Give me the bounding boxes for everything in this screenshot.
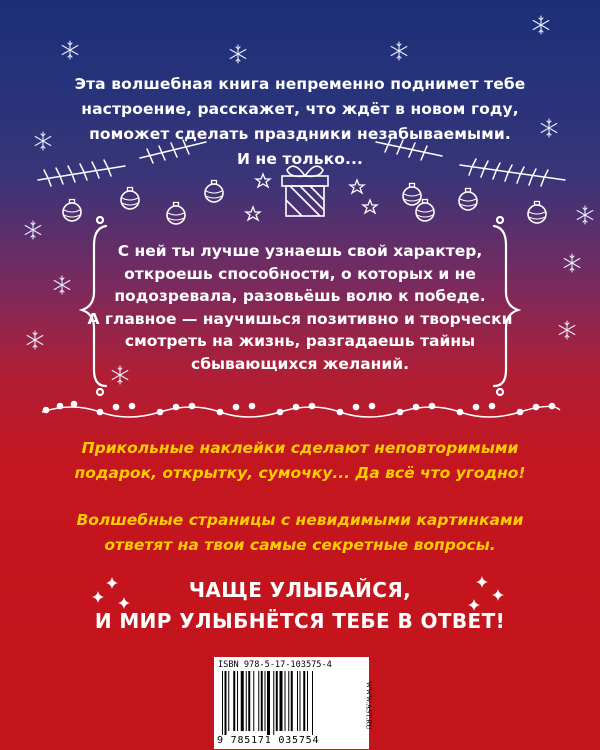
barcode-bar [297,671,298,731]
stickers-line: Прикольные наклейки сделают неповторимыми [81,439,519,457]
description-line: А главное — научишься позитивно и творчески [87,309,513,328]
description-text [0,240,600,375]
barcode-bars [222,671,346,735]
ean-number: 9 785171 035754 [217,735,320,746]
pages-text [0,508,600,558]
description-line: откроешь способности, о которых и не [124,264,476,283]
barcode-bar [307,671,308,731]
intro-line: Эта волшебная книга непременно поднимет тебе [74,75,526,93]
barcode-bar [300,671,301,731]
christmas-ball-icon [167,203,185,225]
barcode-bar [265,671,266,731]
stickers-line: подарок, открытку, сумочку... Да всё что угодно! [74,464,526,482]
barcode-bar [261,671,263,731]
description-line: подозревала, разовьёшь волю к победе. [114,287,486,305]
barcode-bar [285,671,286,731]
barcode-bar [253,671,254,731]
isbn-number: ISBN 978-5-17-103575-4 [218,660,332,670]
christmas-ball-icon [403,184,421,206]
description-line: С ней ты лучше узнаешь свой характер, [117,242,483,260]
barcode-bar [280,671,283,731]
barcode-bar [237,671,238,731]
barcode-bar [258,671,259,731]
barcode-bar [228,671,229,731]
barcode-bar [233,671,235,731]
snowflake-icon [25,221,41,239]
intro-line: И не только... [236,150,363,168]
slogan [0,575,600,637]
barcode-bar [267,671,270,735]
garland-icon [42,401,560,417]
barcode-bar [222,671,223,735]
christmas-ball-icon [63,200,81,222]
snowflake-icon [391,42,407,60]
description-line: смотреть на жизнь, разгадаешь тайны [124,332,476,350]
christmas-ball-icon [528,202,546,224]
christmas-ball-icon [205,181,223,203]
christmas-ball-icon [121,188,139,210]
intro-text [0,72,600,172]
snowflake-icon [230,45,246,63]
slogan-line: ЧАЩЕ УЛЫБАЙСЯ, [188,578,412,602]
stickers-text [0,436,600,486]
snowflake-icon [577,206,593,224]
barcode-bar [248,671,250,731]
intro-line: настроение, расскажет, что ждёт в новом году, [81,100,519,118]
pages-line: Волшебные страницы с невидимыми картинками [76,511,524,529]
barcode-bar [241,671,244,731]
pages-line: ответят на твои самые секретные вопросы. [104,536,496,554]
slogan-line: И МИР УЛЫБНЁТСЯ ТЕБЕ В ОТВЕТ! [94,609,506,633]
description-line: сбывающихся желаний. [191,354,409,373]
publisher-site: WWW.AST.RU [364,681,374,730]
intro-line: поможет сделать праздники незабываемыми. [89,125,511,143]
barcode-bar [276,671,278,731]
barcode-bar [273,671,274,735]
barcode-bar [291,671,293,731]
barcode-bar [225,671,227,735]
barcode-bar [312,671,313,735]
snowflake-icon [533,16,549,34]
barcode-bar [303,671,305,731]
christmas-ball-icon [459,189,477,211]
gift-box-icon [282,166,328,216]
barcode-block [214,657,374,749]
snowflake-icon [62,41,78,59]
barcode-bar [288,671,289,731]
barcode-bar [246,671,247,731]
